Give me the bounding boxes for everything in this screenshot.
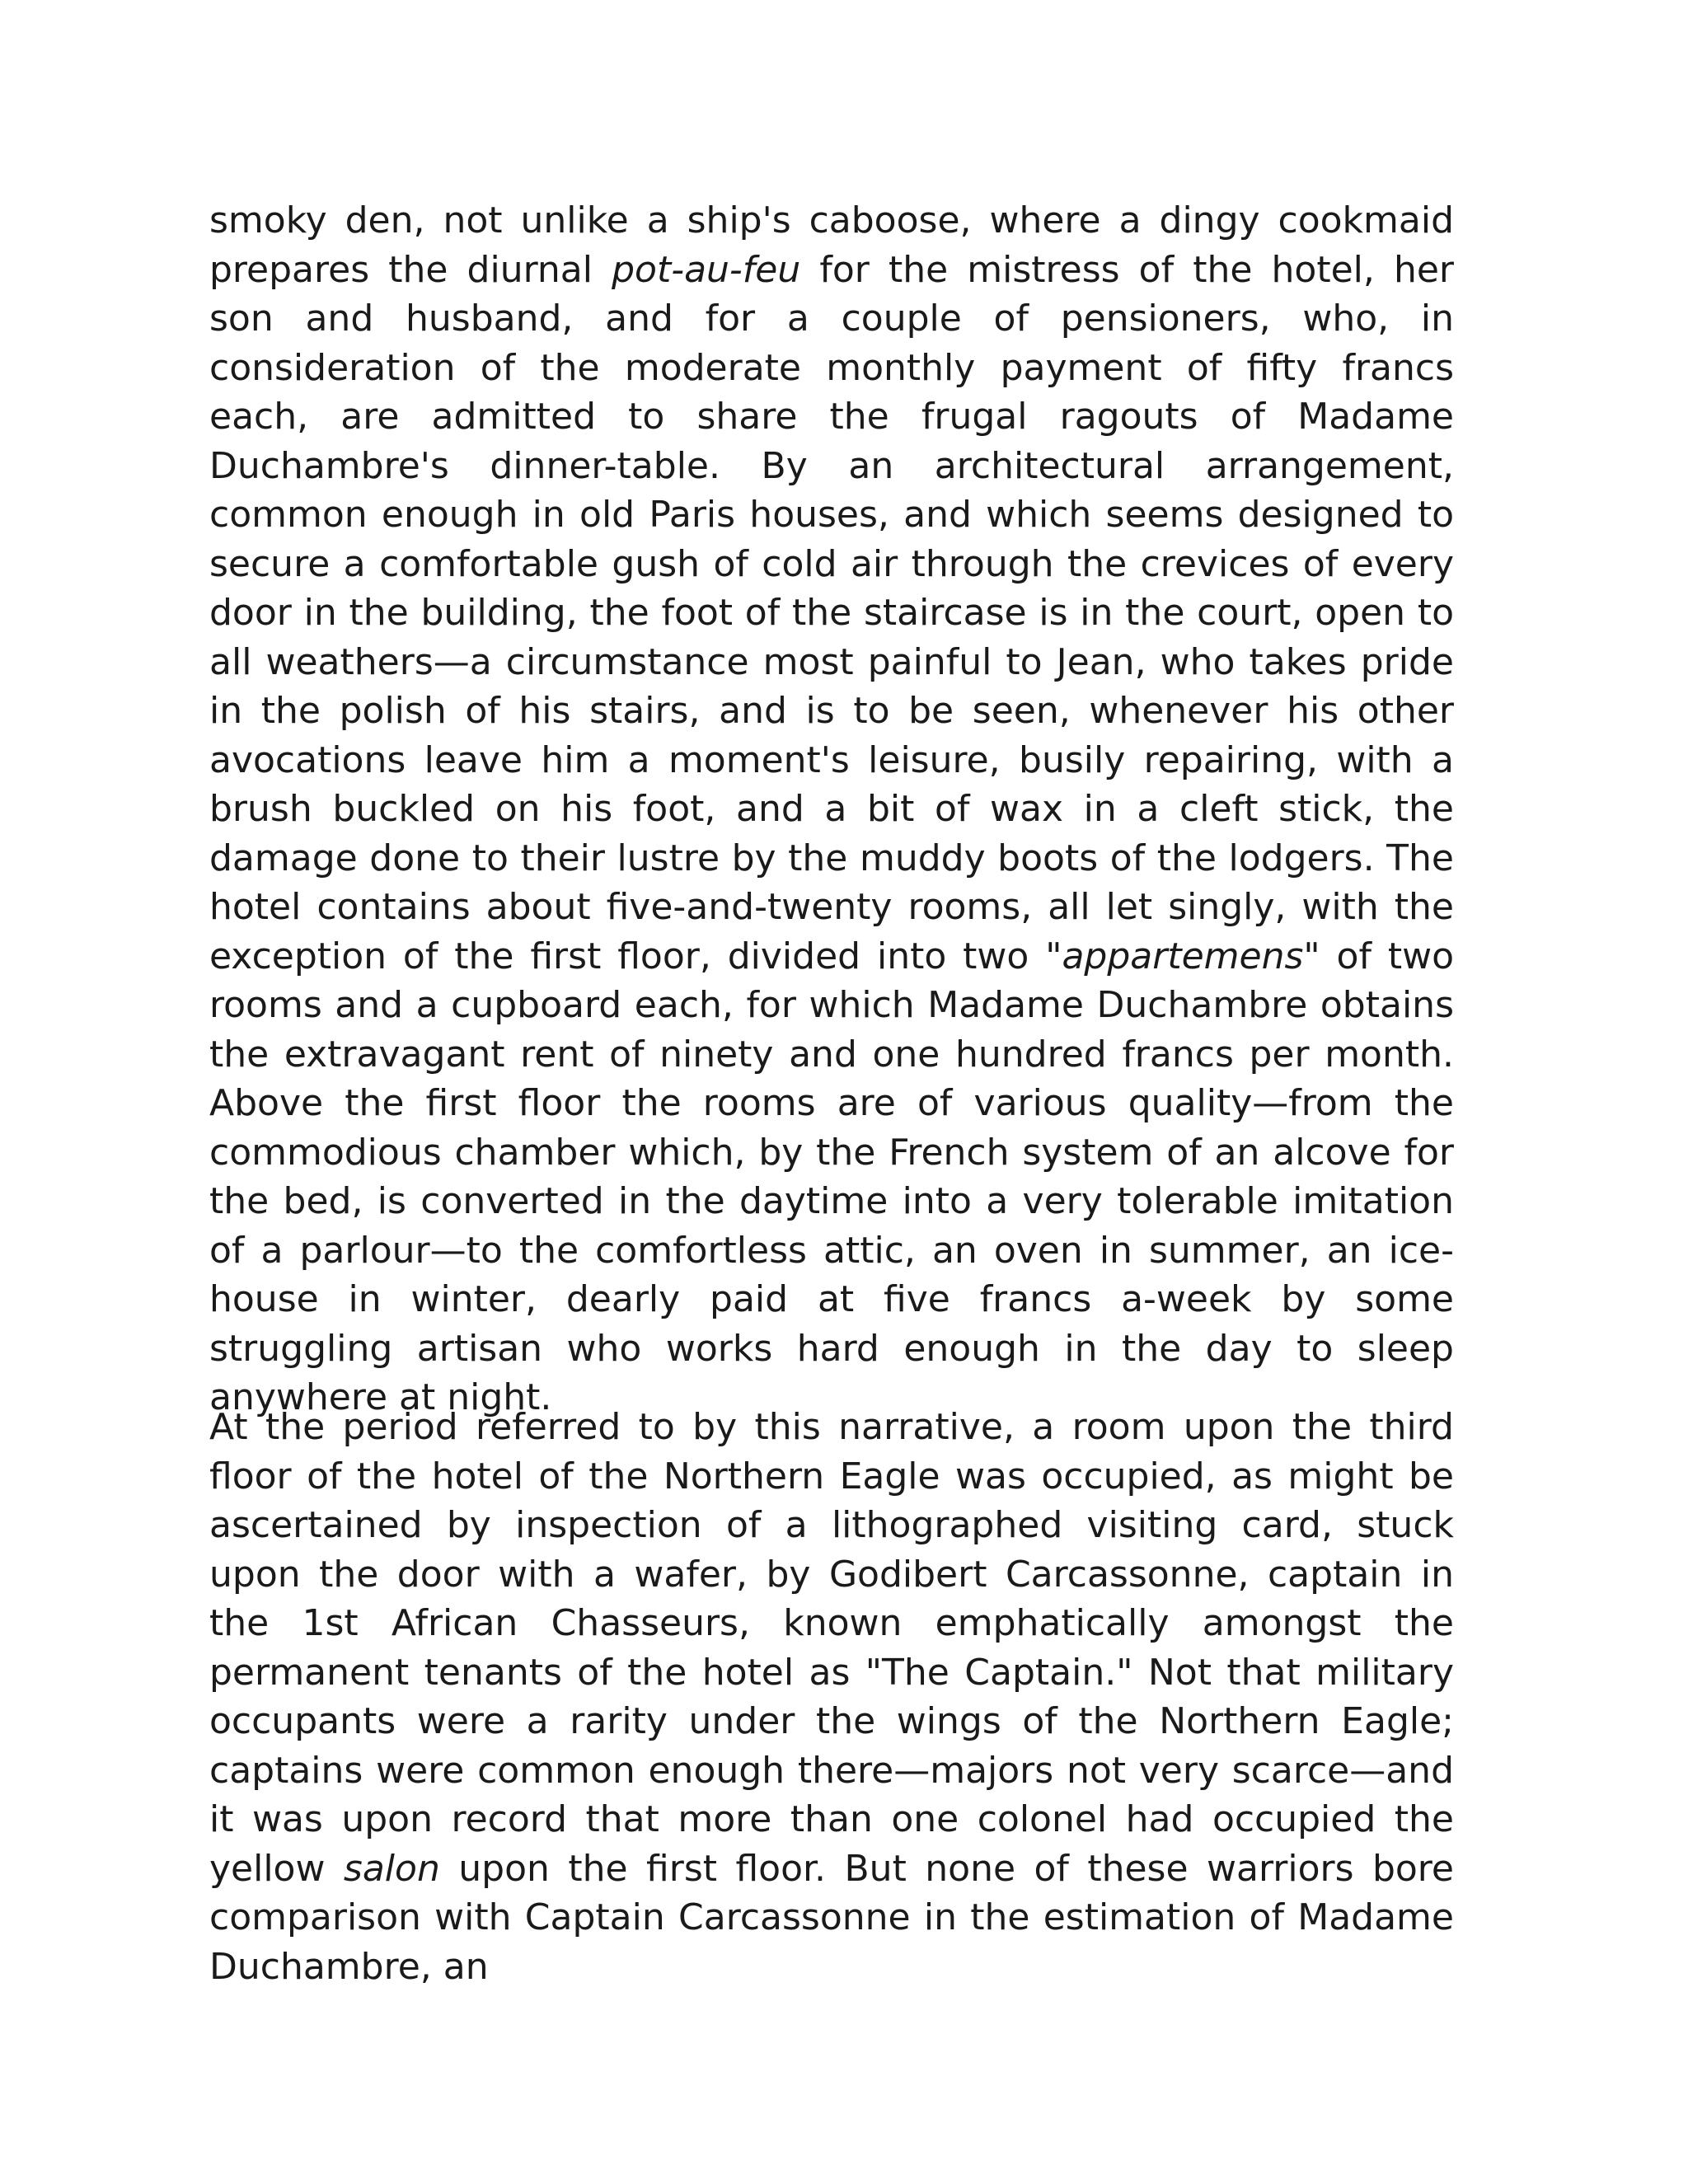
text-segment: upon the first floor. But none of these warriors bore comparison with Captain Carcassonne in the estimation of Madame Duchambre, an <box>209 1847 1454 1988</box>
paragraph-captain-introduction <box>209 1403 1454 1991</box>
paragraph-hotel-description <box>209 196 1454 1422</box>
italic-segment: appartemens <box>1062 935 1304 977</box>
text-segment: for the mistress of the hotel, her son and husband, and for a couple of pensioners, who, in consideration of the moderate monthly payment of fifty francs each, are admitted to share the frugal ragouts of Madame Duchambre's dinner-table. By an architectural arrangement, common enough in old Paris houses, and which seems designed to secure a comfortable gush of cold air through the crevices of every door in the building, the foot of the staircase is in the court, open to all weathers—a circumstance most painful to Jean, who takes pride in the polish of his stairs, and is to be seen, whenever his other avocations leave him a moment's leisure, busily repairing, with a brush buckled on his foot, and a bit of wax in a cleft stick, the damage done to their lustre by the muddy boots of the lodgers. The hotel contains about five-and-twenty rooms, all let singly, with the exception of the first floor, divided into two " <box>209 248 1455 977</box>
paragraph-text <box>209 1403 1454 1991</box>
italic-segment: salon <box>343 1847 440 1890</box>
text-segment: At the period referred to by this narrative, a room upon the third floor of the hotel of the Northern Eagle was occupied, as might be ascertained by inspection of a lithographed visiting card, stuck upon the door with a wafer, by Godibert Carcassonne, captain in the 1st African Chasseurs, known emphatically amongst the permanent tenants of the hotel as "The Captain." Not that military occupants were a rarity under the wings of the Northern Eagle; captains were common enough there—majors not very scarce—and it was upon record that more than one colonel had occupied the yellow <box>209 1406 1454 1890</box>
italic-segment: pot-au-feu <box>612 248 801 291</box>
text-segment: " of two rooms and a cupboard each, for which Madame Duchambre obtains the extravagant rent of ninety and one hundred francs per month. Above the first floor the rooms are of various quality—from the commodious chamber which, by the French system of an alcove for the bed, is converted in the daytime into a very tolerable imitation of a parlour—to the comfortless attic, an oven in summer, an ice-house in winter, dearly paid at five francs a-week by some struggling artisan who works hard enough in the day to sleep anywhere at night. <box>209 935 1455 1418</box>
paragraph-text <box>209 196 1454 1422</box>
text-segment: smoky den, not unlike a ship's caboose, where a dingy cookmaid prepares the diurnal <box>209 199 1454 291</box>
